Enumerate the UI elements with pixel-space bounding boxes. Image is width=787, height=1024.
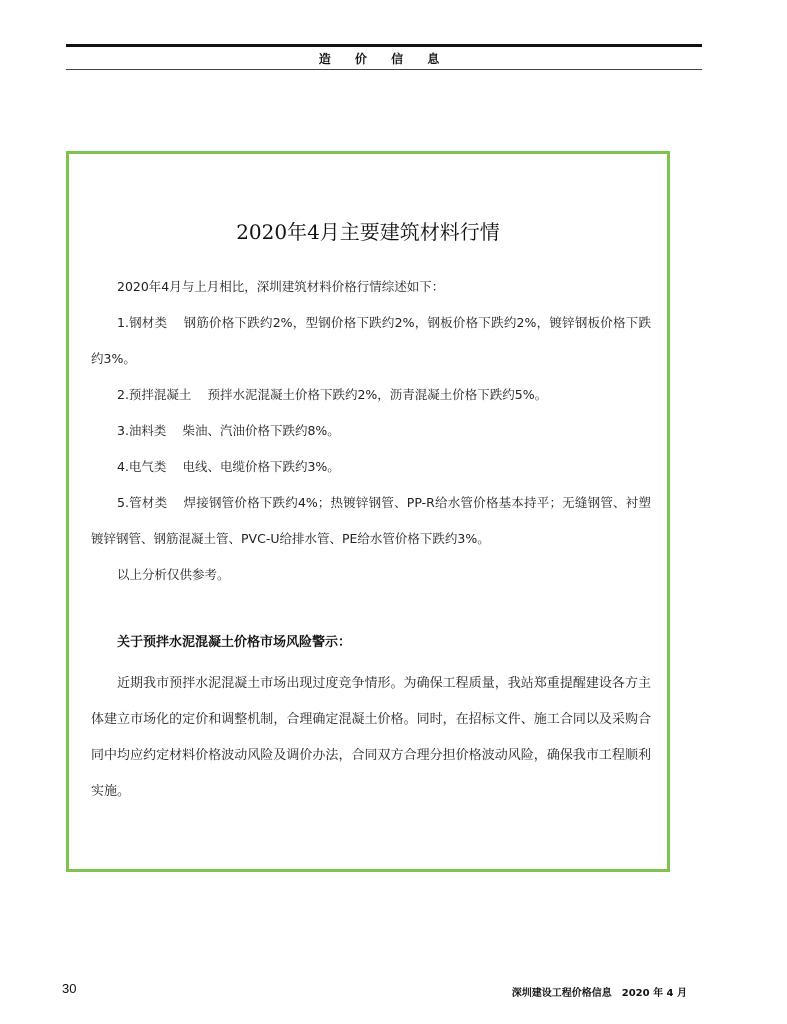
article-box [66, 151, 670, 872]
header-top-rule [66, 44, 702, 47]
item-label: 4.电气类 [117, 459, 167, 474]
warning-heading: 关于预拌水泥混凝土价格市场风险警示： [117, 635, 352, 650]
item-pipes [91, 485, 651, 557]
closing-paragraph: 以上分析仅供参考。 [117, 567, 230, 582]
page-number: 30 [62, 981, 77, 996]
item-label: 1.钢材类 [117, 315, 168, 330]
item-label: 2.预拌混凝土 [117, 387, 192, 402]
item-text: 钢筋价格下跌约2%，型钢价格下跌约2%，钢板价格下跌约2%，镀锌钢板价格下跌约3%。 [91, 315, 651, 366]
item-electrical [91, 449, 651, 485]
section-title: 造 价 信 息 [318, 52, 450, 66]
item-fuel [91, 413, 651, 449]
item-steel [91, 305, 651, 377]
item-text: 焊接钢管价格下跌约4%；热镀锌钢管、PP-R给水管价格基本持平；无缝钢管、衬塑镀锌钢管、钢筋混凝土管、PVC-U给排水管、PE给水管价格下跌约3%。 [91, 495, 651, 546]
item-label: 5.管材类 [117, 495, 168, 510]
item-label: 3.油料类 [117, 423, 167, 438]
intro-paragraph: 2020年4月与上月相比，深圳建筑材料价格行情综述如下： [117, 279, 445, 294]
item-text: 电线、电缆价格下跌约3%。 [182, 459, 340, 474]
item-concrete [91, 377, 651, 413]
publication-name: 深圳建设工程价格信息 2020 年 4 月 [511, 988, 687, 999]
item-text: 预拌水泥混凝土价格下跌约2%，沥青混凝土价格下跌约5%。 [207, 387, 548, 402]
warning-body: 近期我市预拌水泥混凝土市场出现过度竞争情形。为确保工程质量，我站郑重提醒建设各方主体建立市场化的定价和调整机制，合理确定混凝土价格。同时，在招标文件、施工合同以及采购合同中均应约定材料价格波动风险及调价办法，合同双方合理分担价格波动风险，确保我市工程顺利实施。 [91, 676, 651, 799]
header-bottom-rule [66, 69, 702, 70]
item-text: 柴油、汽油价格下跌约8%。 [182, 423, 340, 438]
article-title: 2020年4月主要建筑材料行情 [236, 220, 500, 244]
